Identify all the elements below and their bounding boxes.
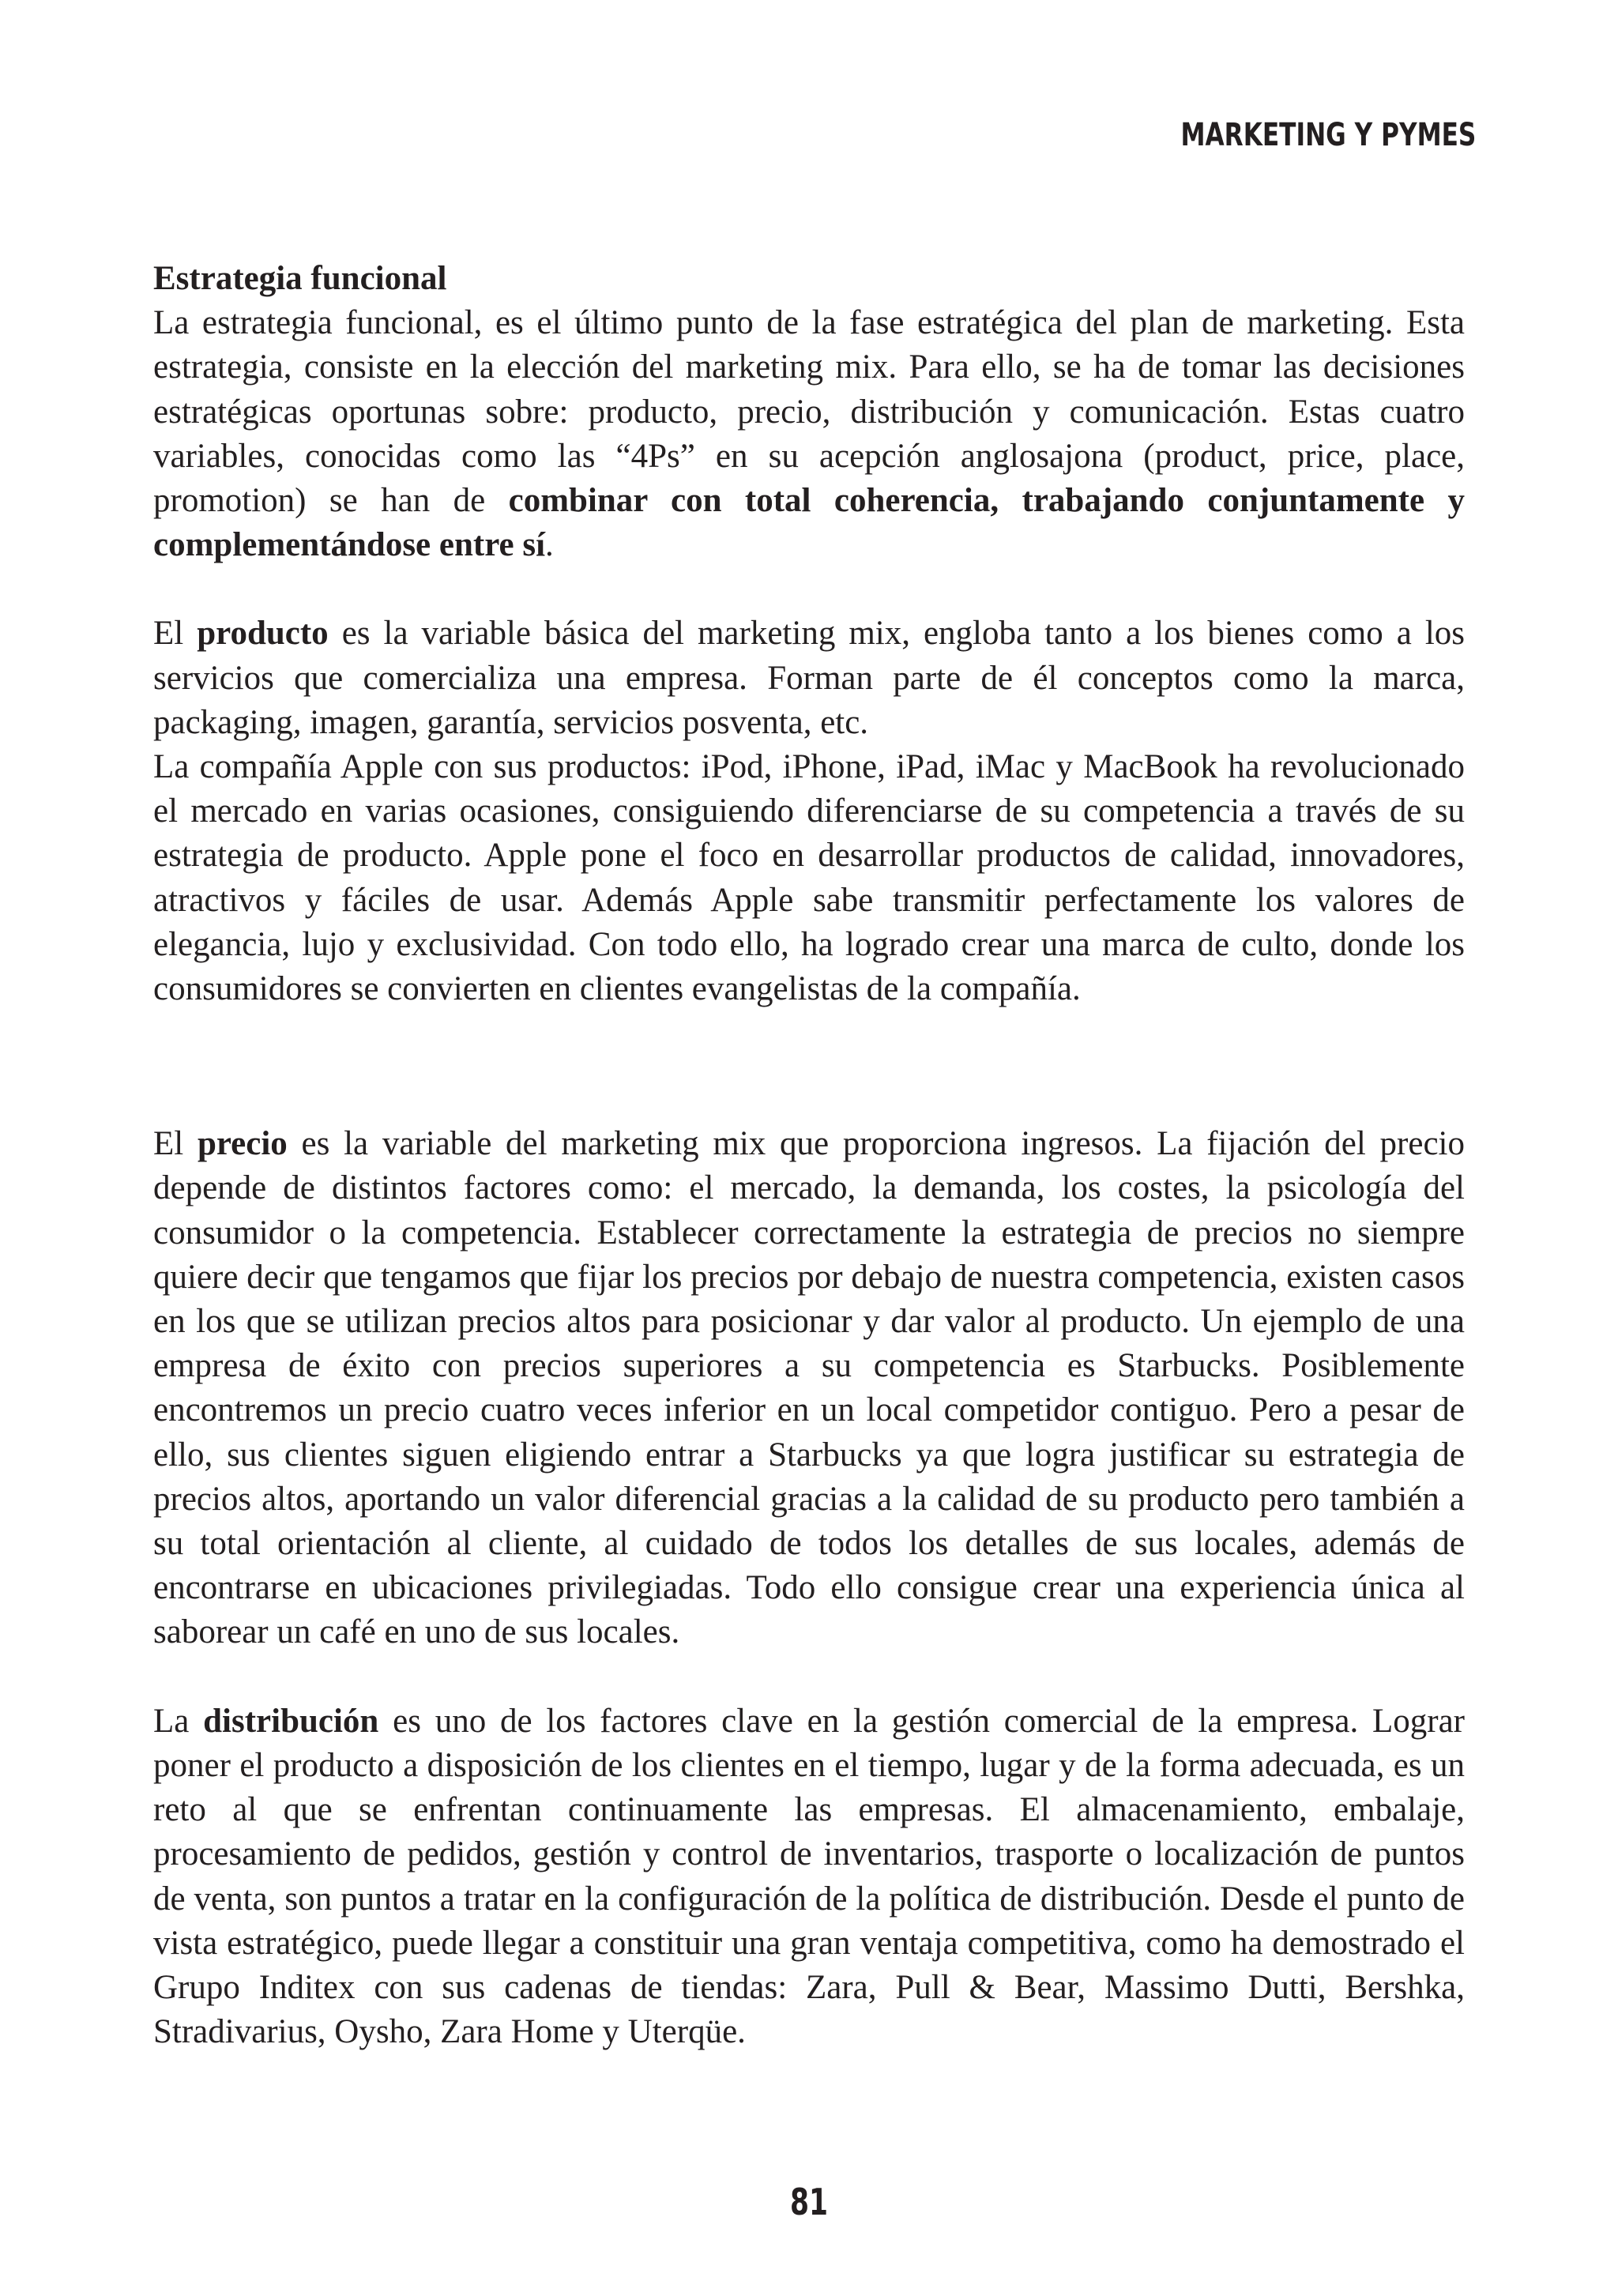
paragraph-precio-lead: El <box>153 1125 198 1163</box>
paragraph-precio-text: es la variable del marketing mix que proporciona ingresos. La fijación del precio depende de distintos factores como: el mercado, la demanda, los costes, la psicología del consumidor o la competencia. Establecer correctamente la estrategia de precios no siempre quiere decir que tengamos que fijar los precios por debajo de nuestra competencia, existen casos en los que se utilizan precios altos para posicionar y dar valor al producto. Un ejemplo de una empresa de éxito con precios superiores a su competencia es Starbucks. Posiblemente encontremos un precio cuatro veces inferior en un local competidor contiguo. Pero a pesar de ello, sus clientes siguen eligiendo entrar a Starbucks ya que logra justificar su estrategia de precios altos, aportando un valor diferencial gracias a la calidad de su producto pero también a su total orientación al cliente, al cuidado de todos los detalles de sus locales, además de encontrarse en ubicaciones privilegiadas. Todo ello consigue crear una experiencia única al saborear un café en uno de sus locales. <box>153 1125 1465 1651</box>
term-producto: producto <box>197 615 329 653</box>
term-precio: precio <box>197 1125 288 1163</box>
paragraph-producto-text: es la variable básica del marketing mix, engloba tanto a los bienes como a los servicios que comercializa una empresa. Forman parte de él conceptos como la marca, packaging, imagen, garantía, servicios posventa, etc. <box>153 615 1465 741</box>
term-distribucion: distribución <box>203 1702 379 1740</box>
paragraph-distribucion <box>153 1699 1465 2055</box>
paragraph-apple-text: La compañía Apple con sus productos: iPod, iPhone, iPad, iMac y MacBook ha revolucionado el mercado en varias ocasiones, consiguiendo diferenciarse de su competencia a través de su estrategia de producto. Apple pone el foco en desarrollar productos de calidad, innovadores, atractivos y fáciles de usar. Además Apple sabe transmitir perfectamente los valores de elegancia, lujo y exclusividad. Con todo ello, ha logrado crear una marca de culto, donde los consumidores se convierten en clientes evangelistas de la compañía. <box>153 748 1465 1008</box>
paragraph-intro-emphasis: combinar con total coherencia, trabajando conjuntamente y complementándose entre sí <box>153 482 1465 564</box>
paragraph-producto <box>153 612 1465 745</box>
paragraph-apple <box>153 745 1465 1011</box>
page-body <box>153 257 1465 2054</box>
paragraph-intro-end: . <box>545 526 554 564</box>
running-header: MARKETING Y PYMES <box>1180 117 1476 153</box>
page-number <box>0 2181 1618 2223</box>
page-number-value: 81 <box>789 2181 828 2223</box>
section-block-intro <box>153 257 1465 567</box>
paragraph-distribucion-lead: La <box>153 1702 204 1740</box>
paragraph-precio <box>153 1122 1465 1654</box>
section-heading: Estrategia funcional <box>153 260 447 297</box>
paragraph-distribucion-text: es uno de los factores clave en la gestión comercial de la empresa. Lograr poner el producto a disposición de los clientes en el tiempo, lugar y de la forma adecuada, es un reto al que se enfrentan continuamente las empresas. El almacenamiento, embalaje, procesamiento de pedidos, gestión y control de inventarios, trasporte o localización de puntos de venta, son puntos a tratar en la configuración de la política de distribución. Desde el punto de vista estratégico, puede llegar a constituir una gran ventaja competitiva, como ha demostrado el Grupo Inditex con sus cadenas de tiendas: Zara, Pull & Bear, Massimo Dutti, Bershka, Stradivarius, Oysho, Zara Home y Uterqüe. <box>153 1702 1465 2051</box>
paragraph-intro-text: La estrategia funcional, es el último punto de la fase estratégica del plan de marketing. Esta estrategia, consiste en la elección del marketing mix. Para ello, se ha de tomar las decisiones estratégicas oportunas sobre: producto, precio, distribución y comunicación. Estas cuatro variables, conocidas como las “4Ps” en su acepción anglosajona (product, price, place, promotion) se han de <box>153 304 1465 520</box>
paragraph-producto-lead: El <box>153 615 198 653</box>
